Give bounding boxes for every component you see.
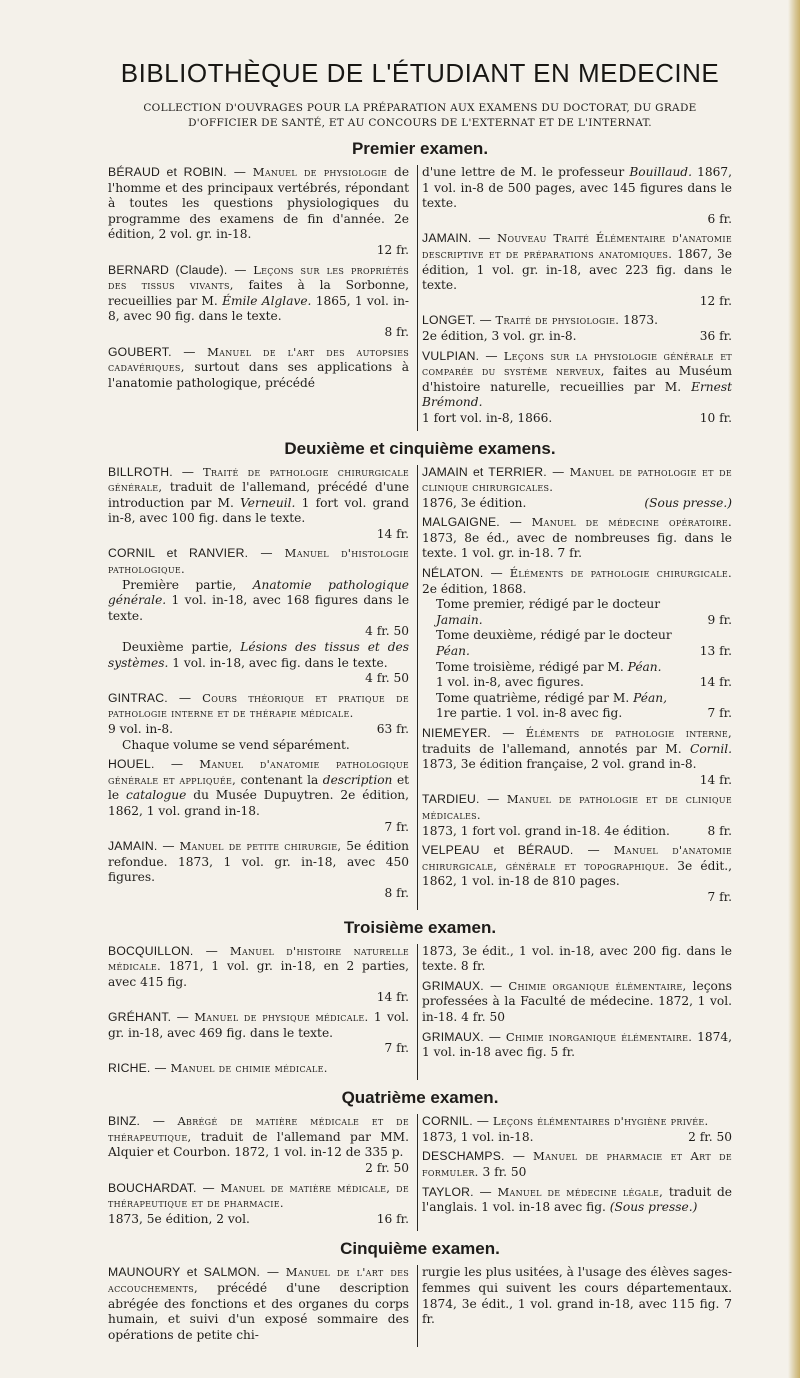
description: Tome quatrième, rédigé par M. [436, 690, 630, 705]
book-title: Manuel d'histoire naturelle médicale. [108, 943, 410, 974]
description: 1876, 3e édition. [422, 495, 527, 510]
subtitle-line-1: COLLECTION D'OUVRAGES POUR LA PRÉPARATION AUX EXAMENS DU DOCTORAT, DU GRADE [143, 102, 697, 114]
book-entry: MAUNOURY et SALMON. — Manuel de l'art des accouchements, précédé d'une description abrégée des fonctions et des organes du corps humain, et suivi d'un exposé sommaire des opérations de petite chi- [108, 1265, 410, 1342]
price: 2 fr. 50 [688, 1129, 732, 1144]
status: (Sous presse.) [609, 1200, 698, 1215]
description: Tome troisième, rédigé par M. [436, 659, 624, 674]
book-entry: BÉRAUD et ROBIN. — Manuel de physiologie de l'homme et des principaux vertébrés, répondant à toutes les questions physiologiques du programme des examens de fin d'année. 2e édition, 2 vol. gr. in-18. 12 fr. [108, 165, 410, 257]
author: NIEMEYER. [422, 726, 491, 740]
author: JAMAIN et TERRIER. [422, 464, 547, 479]
description: 1 vol. in-18, avec 168 figures dans le texte. [108, 593, 410, 623]
description: 1874, 1 vol. in-18 avec fig. [422, 1029, 733, 1060]
book-entry: GOUBERT. — Manuel de l'art des autopsies cadavériques, surtout dans ses applications à l'anatomie pathologique, précédé [108, 344, 410, 390]
book-entry: GINTRAC. — Cours théorique et pratique de pathologie interne et de thérapie médicale. 9 vol. in-8. 63 fr. Chaque volume se vend séparément. [108, 690, 410, 752]
part-title: Anatomie pathologique générale. [108, 577, 410, 608]
description: Tome deuxième, rédigé par le docteur [436, 628, 672, 643]
price: 2 fr. 50 [365, 1161, 410, 1176]
section-troisieme [108, 944, 732, 1081]
price: 5 fr. [550, 1045, 576, 1060]
description: 1873. [623, 313, 659, 328]
author: BERNARD (Claude). [108, 262, 228, 277]
page-subtitle [108, 101, 732, 131]
price: 7 fr. [557, 546, 583, 561]
book-title: Manuel de pharmacie et Art de formuler. [422, 1149, 733, 1180]
description: traduits de l'allemand, annotés par M. [422, 741, 682, 756]
price: 7 fr. [384, 1041, 410, 1056]
price: 8 fr. [707, 823, 732, 838]
volume-part [422, 660, 732, 691]
subtitle-line-2: D'OFFICIER DE SANTÉ, ET AU CONCOURS DE L'EXTERNAT ET DE L'INTERNAT. [188, 117, 652, 129]
author: BOCQUILLON. [108, 943, 194, 958]
left-column [108, 1114, 418, 1231]
part-label: Première partie, [122, 577, 237, 592]
author: MALGAIGNE. [422, 515, 500, 530]
price: 8 fr. [384, 885, 410, 900]
book-title: Traité de pathologie chirurgicale générale, [108, 464, 410, 495]
book-title: Traité de physiologie. [495, 313, 620, 328]
left-column [108, 165, 418, 431]
volume-part [422, 691, 732, 722]
description: 1873, 8e éd., avec de nombreuses fig. dans le texte. 1 vol. gr. in-18. [422, 530, 732, 561]
description: 1873, 5e édition, 2 vol. [108, 1211, 250, 1226]
description: 1873, 1 vol. in-18. [422, 1129, 534, 1144]
editor: Péan, [633, 690, 667, 705]
description: 1 vol. gr. in-18, avec 469 fig. dans le texte. [108, 1009, 410, 1040]
book-entry: GRIMAUX. — Chimie inorganique élémentaire. 1874, 1 vol. in-18 avec fig. 5 fr. [422, 1029, 733, 1060]
editor: Émile Alglave. [222, 293, 312, 308]
editor: Péan. [436, 644, 470, 659]
price: 3 fr. 50 [482, 1165, 527, 1180]
book-title: Nouveau Traité Élémentaire d'anatomie descriptive et de préparations anatomiques. [422, 231, 733, 261]
price: 6 fr. [707, 211, 732, 226]
price: 8 fr. [460, 959, 486, 974]
description: surtout dans ses applications à l'anatomie pathologique, précédé [108, 360, 410, 390]
book-title: Manuel de médecine légale, [497, 1184, 664, 1199]
book-title: Manuel de matière médicale, de thérapeutique et de pharmacie. [108, 1180, 410, 1211]
description: 2e édition, 1868. [422, 581, 527, 596]
author: BÉRAUD et ROBIN. [108, 165, 227, 179]
author: GRIMAUX. [422, 1029, 484, 1044]
author: RICHE. [108, 1060, 151, 1075]
section-quatrieme [108, 1114, 732, 1231]
description: de l'homme et des principaux vertébrés, répondant à toutes les questions physiologiques du programme des examens de fin d'année. 2e édition, 2 vol. gr. in-18. [108, 165, 410, 242]
description: 1 fort vol. in-8, 1866. [422, 410, 553, 425]
book-entry: LONGET. — Traité de physiologie. 1873. 2e édition, 3 vol. gr. in-8. 36 fr. [422, 313, 732, 343]
description: précédé d'une description abrégée des fonctions et des organes du corps humain, et suivi d'un exposé sommaire des opérations de petite chi- [108, 1281, 410, 1342]
price: 13 fr. [699, 644, 732, 659]
volume-part [108, 578, 409, 640]
book-entry: GRIMAUX. — Chimie organique élémentaire, leçons professées à la Faculté de médecine. 1872, 1 vol. in-18. 4 fr. 50 [422, 978, 732, 1024]
book-title: Manuel de physiologie [252, 165, 388, 179]
description: 1 vol. in-8, avec figures. [436, 675, 584, 690]
left-column [108, 944, 418, 1081]
price: 14 fr. [376, 526, 410, 541]
part-label: Deuxième partie, [122, 640, 233, 655]
price: 8 fr. [384, 324, 410, 339]
description: rurgie les plus usitées, à l'usage des élèves sages-femmes qui suivent les cours départementaux. 1874, 3e édit., 1 vol. grand in-18, avec 115 fig. [422, 1265, 732, 1311]
description: 3e édit., 1862, 1 vol. in-18 de 810 pages. [422, 858, 732, 889]
right-column [418, 1114, 732, 1231]
book-title: Manuel d'anatomie chirurgicale, générale et topographique. [422, 843, 732, 873]
book-title: Leçons sur les propriétés des tissus vivants, [108, 262, 410, 293]
description: 1 fort vol. grand in-8, avec 100 fig. dans le texte. [108, 495, 410, 526]
right-column [418, 1265, 732, 1347]
book-entry: GRÉHANT. — Manuel de physique médicale. 1 vol. gr. in-18, avec 469 fig. dans le texte. 7 fr. [108, 1009, 410, 1056]
editor: Bouillaud. [629, 165, 692, 179]
book-entry: NÉLATON. — Éléments de pathologie chirurgicale. 2e édition, 1868. Tome premier, rédigé par le docteur Jamain. 9 fr. Tome deuxième, rédigé par le docteur Péan. 13 fr. Tome troisième, rédigé par M. Péan. 1 vol. in-8, avec figures. 14 fr. Tome quatrième, rédigé par M. Péan, 1re partie. 1 vol. in-8 avec fig. 7 fr. [422, 566, 733, 721]
book-title: Manuel de petite chirurgie, [179, 839, 342, 854]
book-title: Manuel de pathologie et de clinique médicales. [422, 792, 732, 822]
author: NÉLATON. [422, 566, 484, 581]
book-title: Manuel de l'art des autopsies cadavériques, [108, 344, 410, 375]
status: (Sous presse.) [644, 495, 732, 510]
author: GRIMAUX. [422, 978, 484, 993]
book-entry: BINZ. — Abrégé de matière médicale et de thérapeutique, traduit de l'allemand par MM. Alquier et Courbon. 1872, 1 vol. in-12 de 335 p. 2 fr. 50 [108, 1114, 410, 1176]
description: 1re partie. 1 vol. in-8 avec fig. [436, 706, 623, 721]
description: du Musée Dupuytren. 2e édition, 1862, 1 vol. grand in-18. [108, 788, 410, 818]
section-premier [108, 165, 732, 431]
description: leçons professées à la Faculté de médecine. 1872, 1 vol. in-18. [422, 978, 732, 1024]
description: 1865, 1 vol. in-8, avec 90 fig. dans le texte. [108, 293, 410, 324]
price: 9 fr. [707, 612, 732, 627]
author: BOUCHARDAT. [108, 1180, 197, 1195]
book-title: Cours théorique et pratique de pathologie interne et de thérapie médicale. [108, 690, 410, 721]
section-cinquieme [108, 1265, 732, 1347]
author: LONGET. [422, 313, 476, 328]
price: 16 fr. [376, 1211, 410, 1226]
author: JAMAIN. [422, 231, 472, 246]
section-title-deuxieme: Deuxième et cinquième examens. [284, 438, 556, 458]
book-entry-continued [422, 1265, 732, 1327]
description-italic: description [322, 772, 393, 787]
book-entry: CORNIL et RANVIER. — Manuel d'histologie pathologique. Première partie, Anatomie pathologique générale. 1 vol. in-18, avec 168 figures dans le texte. 4 fr. 50 Deuxième partie, Lésions des tissus et des systèmes. 1 vol. in-18, avec fig. dans le texte. 4 fr. 50 [108, 546, 410, 686]
part-title: Lésions des tissus et des systèmes. [108, 640, 410, 670]
book-title: Éléments de pathologie interne, [525, 726, 732, 740]
price: 36 fr. [699, 328, 732, 343]
author: TAYLOR. [422, 1184, 474, 1199]
left-column [108, 1265, 418, 1347]
description: traduit de l'allemand, précédé d'une introduction par M. [108, 480, 410, 510]
description-italic: catalogue [126, 788, 187, 803]
page-title: BIBLIOTHÈQUE DE L'ÉTUDIANT EN MEDECINE [120, 58, 720, 88]
book-title: Manuel de médecine opératoire. [531, 515, 732, 530]
author: BILLROTH. [108, 464, 173, 479]
book-entry: DESCHAMPS. — Manuel de pharmacie et Art de formuler. 3 fr. 50 [422, 1149, 733, 1180]
book-title: Manuel de l'art des accouchements, [108, 1265, 410, 1296]
description: traduit de l'anglais. 1 vol. in-18 avec fig. [422, 1184, 733, 1215]
price: 10 fr. [699, 410, 732, 425]
book-title: Manuel d'histologie pathologique. [108, 546, 410, 577]
right-column [418, 465, 732, 910]
editor: Cornil. [690, 741, 733, 756]
book-title: Manuel de chimie médicale. [170, 1060, 328, 1075]
author: HOUEL. [108, 757, 155, 772]
description: 1867, 3e édition, 1 vol. gr. in-18, avec 223 fig. dans le texte. [422, 246, 732, 293]
price: 14 fr. [376, 990, 410, 1005]
section-title-quatrieme: Quatrième examen. [341, 1088, 499, 1108]
book-entry: BOCQUILLON. — Manuel d'histoire naturelle médicale. 1871, 1 vol. gr. in-18, en 2 parties, avec 415 fig. 14 fr. [108, 943, 410, 1005]
description: contenant la [240, 772, 319, 787]
description: 1873, 3e édit., 1 vol. in-18, avec 200 fig. dans le texte. [422, 943, 732, 974]
volume-part [422, 628, 732, 659]
price: 12 fr. [699, 293, 732, 308]
section-deuxieme [108, 465, 732, 910]
description: 1867, 1 vol. in-8 de 500 pages, avec 145 figures dans le texte. [422, 165, 732, 211]
book-title: Manuel de pathologie et de clinique chirurgicales. [422, 464, 732, 495]
book-title: Abrégé de matière médicale et de thérapeutique, [108, 1114, 410, 1144]
price: 7 fr. [707, 706, 732, 721]
editor: Ernest Brémond. [422, 379, 732, 410]
description: faites à la Sorbonne, recueillies par M. [108, 278, 410, 308]
section-title-troisieme: Troisième examen. [343, 917, 497, 937]
description: 9 vol. in-8. [108, 722, 173, 736]
description: traduit de l'allemand par MM. Alquier et Courbon. 1872, 1 vol. in-12 de 335 p. [108, 1129, 410, 1160]
book-title: Leçons sur la physiologie générale et comparée du système nerveux, [422, 348, 732, 379]
description: 1 vol. in-18, avec fig. dans le texte. [172, 655, 388, 670]
author: GINTRAC. [108, 690, 168, 705]
price: 14 fr. [699, 772, 732, 787]
book-entry: RICHE. — Manuel de chimie médicale. [108, 1060, 328, 1075]
book-entry: BERNARD (Claude). — Leçons sur les propriétés des tissus vivants, faites à la Sorbonne, recueillies par M. Émile Alglave. 1865, 1 vol. in-8, avec 90 fig. dans le texte. 8 fr. [108, 262, 410, 339]
book-title: Manuel de physique médicale. [194, 1009, 369, 1024]
book-title: Manuel d'anatomie pathologique générale et appliquée, [108, 757, 410, 787]
price: 4 fr. 50 [365, 624, 410, 639]
description: 1871, 1 vol. gr. in-18, en 2 parties, avec 415 fig. [108, 959, 410, 989]
description: et le [108, 772, 410, 803]
book-entry: VELPEAU et BÉRAUD. — Manuel d'anatomie chirurgicale, générale et topographique. 3e édit., 1862, 1 vol. in-18 de 810 pages. 7 fr. [422, 843, 732, 904]
author: VULPIAN. [422, 348, 480, 363]
description: 5e édition refondue. 1873, 1 vol. gr. in-18, avec 450 figures. [108, 839, 410, 885]
author: TARDIEU. [422, 792, 480, 807]
description: faites au Muséum d'histoire naturelle, recueillies par M. [422, 364, 732, 394]
book-title: Leçons élémentaires d'hygiène privée. [492, 1114, 709, 1129]
editor: Jamain. [436, 612, 483, 627]
section-title-cinquieme: Cinquième examen. [340, 1239, 500, 1259]
book-entry: BILLROTH. — Traité de pathologie chirurgicale générale, traduit de l'allemand, précédé d'une introduction par M. Verneuil. 1 fort vol. grand in-8, avec 100 fig. dans le texte. 14 fr. [108, 464, 410, 541]
description: Chaque volume se vend séparément. [122, 737, 350, 752]
right-column [418, 944, 732, 1081]
book-entry: NIEMEYER. — Éléments de pathologie interne, traduits de l'allemand, annotés par M. Cornil. 1873, 3e édition française, 2 vol. grand in-8. 14 fr. [422, 726, 733, 787]
author: GOUBERT. [108, 344, 172, 359]
book-entry: JAMAIN. — Nouveau Traité Élémentaire d'anatomie descriptive et de préparations anatomiques. 1867, 3e édition, 1 vol. gr. in-18, avec 223 fig. dans le texte. 12 fr. [422, 231, 733, 308]
section-title-premier: Premier examen. [351, 139, 489, 158]
price: 63 fr. [376, 722, 410, 736]
description: 1873, 1 fort vol. grand in-18. 4e édition. [422, 823, 670, 838]
author: JAMAIN. [108, 839, 158, 854]
book-entry: MALGAIGNE. — Manuel de médecine opératoire. 1873, 8e éd., avec de nombreuses fig. dans le texte. 1 vol. gr. in-18. 7 fr. [422, 515, 732, 561]
book-entry: CORNIL. — Leçons élémentaires d'hygiène privée. 1873, 1 vol. in-18. 2 fr. 50 [422, 1114, 732, 1144]
volume-part [422, 597, 732, 628]
description: 1873, 3e édition française, 2 vol. grand in-8. [422, 757, 697, 772]
author: BINZ. [108, 1114, 141, 1129]
book-entry: TAYLOR. — Manuel de médecine légale, traduit de l'anglais. 1 vol. in-18 avec fig. (Sous presse.) [422, 1184, 733, 1215]
author: DESCHAMPS. [422, 1149, 505, 1164]
author: CORNIL. [422, 1114, 473, 1129]
description: d'une lettre de M. le professeur [422, 165, 625, 179]
volume-part [108, 640, 409, 687]
page-edge [788, 0, 800, 1378]
book-entry: JAMAIN. — Manuel de petite chirurgie, 5e édition refondue. 1873, 1 vol. gr. in-18, avec 450 figures. 8 fr. [108, 839, 410, 900]
description: 2e édition, 3 vol. gr. in-8. [422, 328, 577, 343]
description: Tome premier, rédigé par le docteur [436, 597, 661, 612]
price: 7 fr. [384, 819, 410, 834]
right-column [418, 165, 732, 431]
book-entry-continued [422, 944, 732, 975]
book-entry: TARDIEU. — Manuel de pathologie et de clinique médicales. 1873, 1 fort vol. grand in-18. 4e édition. 8 fr. [422, 792, 732, 838]
price: 12 fr. [376, 242, 410, 257]
price: 4 fr. 50 [461, 1009, 506, 1024]
price: 14 fr. [699, 675, 732, 690]
price: 7 fr. [707, 889, 732, 904]
author: CORNIL et RANVIER. [108, 546, 249, 561]
price: 7 fr. [422, 1296, 732, 1327]
book-entry: BOUCHARDAT. — Manuel de matière médicale, de thérapeutique et de pharmacie. 1873, 5e édition, 2 vol. 16 fr. [108, 1180, 410, 1226]
author: VELPEAU et BÉRAUD. [422, 843, 574, 858]
book-title: Éléments de pathologie chirurgicale. [509, 566, 733, 581]
left-column [108, 465, 418, 910]
book-entry-continued [422, 165, 732, 227]
editor: Verneuil. [240, 495, 296, 510]
author: GRÉHANT. [108, 1009, 172, 1024]
book-title: Chimie inorganique élémentaire. [505, 1029, 693, 1044]
book-entry: JAMAIN et TERRIER. — Manuel de pathologie et de clinique chirurgicales. 1876, 3e édition. (Sous presse.) [422, 464, 732, 510]
price: 4 fr. 50 [365, 671, 410, 686]
editor: Péan. [627, 659, 662, 674]
author: MAUNOURY et SALMON. [108, 1265, 261, 1280]
book-title: Chimie organique élémentaire, [508, 978, 687, 993]
book-entry: HOUEL. — Manuel d'anatomie pathologique générale et appliquée, contenant la description et le catalogue du Musée Dupuytren. 2e édition, 1862, 1 vol. grand in-18. 7 fr. [108, 757, 410, 834]
book-entry: VULPIAN. — Leçons sur la physiologie générale et comparée du système nerveux, faites au Muséum d'histoire naturelle, recueillies par M. Ernest Brémond. 1 fort vol. in-8, 1866. 10 fr. [422, 348, 732, 425]
